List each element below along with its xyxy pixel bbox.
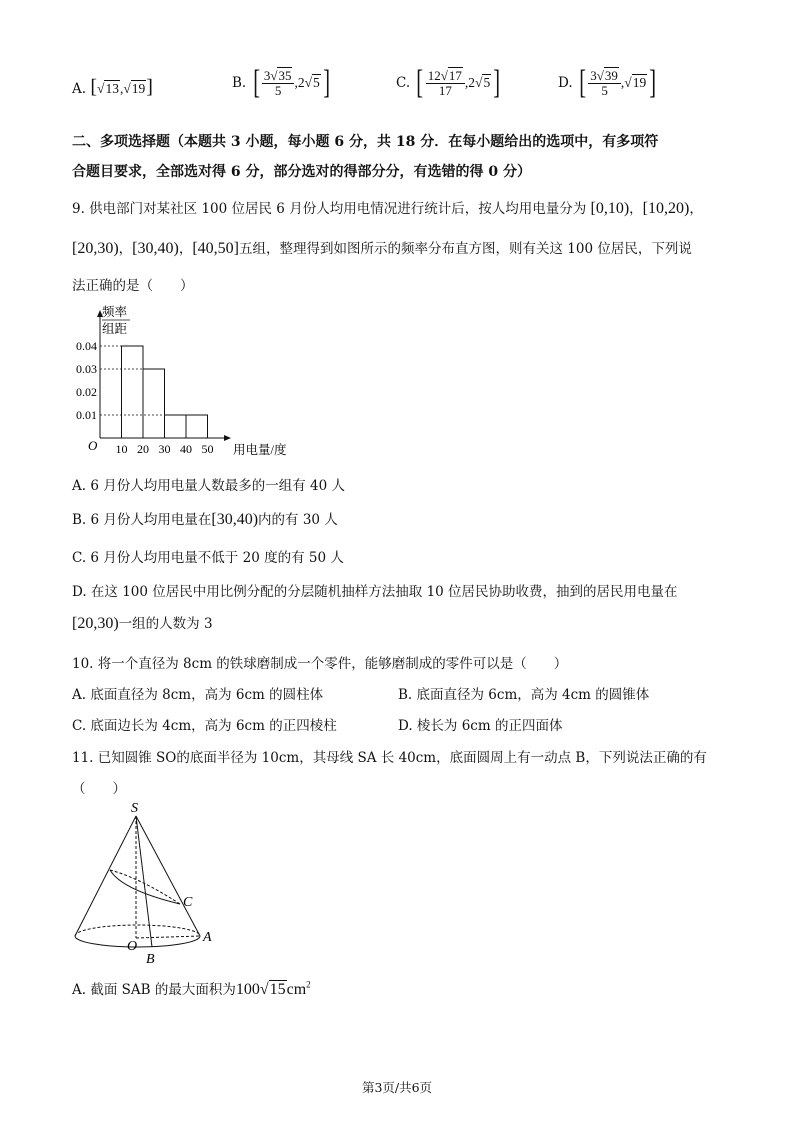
q9-option-b: B. 6 月份人均用电量在[30,40)内的有 30 人 <box>72 511 338 528</box>
x-tick-label: 30 <box>158 442 171 456</box>
cone-diagram <box>70 798 250 968</box>
histogram-bar <box>143 369 165 438</box>
y-tick-label: 0.04 <box>76 339 97 353</box>
x-axis-label: 用电量/度 <box>233 443 287 457</box>
q10-option-a: A. 底面直径为 8cm，高为 6cm 的圆柱体 <box>72 687 324 703</box>
q10-stem: 10. 将一个直径为 8cm 的铁球磨制成一个零件，能够磨制成的零件可以是（ ） <box>72 656 568 672</box>
q11-stem-line2: （ ） <box>72 781 126 797</box>
x-tick-label: 10 <box>115 442 128 456</box>
label-a: A <box>203 930 212 945</box>
line-sb <box>136 816 152 947</box>
section-heading-line1: 二、多项选择题（本题共 3 小题，每小题 6 分，共 18 分．在每小题给出的选项中，有多项符 <box>72 134 659 150</box>
y-axis-label-bottom: 组距 <box>102 322 128 336</box>
y-tick-label: 0.03 <box>76 362 97 376</box>
histogram-bar <box>165 415 187 438</box>
q11-stem-line1: 11. 已知圆锥 SO的底面半径为 10cm，其母线 SA 长 40cm，底面圆周上有一动点 B，下列说法正确的有 <box>72 750 707 766</box>
q10-option-c: C. 底面边长为 4cm，高为 6cm 的正四棱柱 <box>72 718 337 734</box>
x-tick-label: 40 <box>180 442 192 456</box>
page-footer: 第3页/共6页 <box>361 1080 433 1095</box>
y-tick-label: 0.02 <box>76 385 97 399</box>
q9-option-d-line2: [20,30)一组的人数为 3 <box>72 615 213 632</box>
x-tick-label: 50 <box>201 442 214 456</box>
section-heading-line2: 合题目要求，全部选对得 6 分，部分选对的得部分分，有选错的得 0 分） <box>72 164 531 180</box>
q9-option-a: A. 6 月份人均用电量人数最多的一组有 40 人 <box>72 478 345 494</box>
q10-option-d: D. 棱长为 6cm 的正四面体 <box>398 718 563 734</box>
label-b: B <box>146 952 155 967</box>
option-d: D. [ $\frac{3√39}{5}$ ,√19] <box>558 64 657 101</box>
q9-option-c: C. 6 月份人均用电量不低于 20 度的有 50 人 <box>72 550 344 566</box>
x-axis-arrow <box>224 435 231 441</box>
option-b: B. [ $\frac{3√35}{5}$ ,2√5] <box>232 64 330 101</box>
y-tick-label: 0.01 <box>76 408 97 422</box>
histogram-bar <box>122 346 144 438</box>
line-oa <box>136 936 200 938</box>
cone-base-back <box>75 925 200 936</box>
histogram-bar <box>186 415 208 438</box>
origin-label: O <box>88 438 98 453</box>
q9-line1: 9. 供电部门对某社区 100 位居民 6 月份人均用电情况进行统计后，按人均用电量分为 [0,10)，[10,20)， <box>72 200 703 217</box>
x-tick-label: 20 <box>137 442 149 456</box>
q9-option-d-line1: D. 在这 100 位居民中用比例分配的分层随机抽样方法抽取 10 位居民协助收费，抽到的居民用电量在 <box>72 584 678 600</box>
q11-option-a: A. 截面 SAB 的最大面积为$100√15cm^2$ <box>72 979 311 998</box>
label-s: S <box>131 801 138 816</box>
option-a: A. [√13,√19] <box>72 76 153 98</box>
y-axis-label-top: 频率 <box>102 305 128 319</box>
frequency-histogram <box>70 300 287 460</box>
label-c: C <box>183 895 193 910</box>
cone-right-edge <box>136 816 200 936</box>
q10-option-b: B. 底面直径为 6cm，高为 4cm 的圆锥体 <box>398 687 650 703</box>
q9-line3: 法正确的是（ ） <box>72 278 194 294</box>
option-c: C. [ $\frac{12√17}{17}$ ,2√5] <box>396 64 501 101</box>
q9-line2: [20,30)，[30,40)，[40,50]五组，整理得到如图所示的频率分布直方图，则有关这 100 位居民，下列说 <box>72 240 692 257</box>
label-o: O <box>127 939 138 954</box>
